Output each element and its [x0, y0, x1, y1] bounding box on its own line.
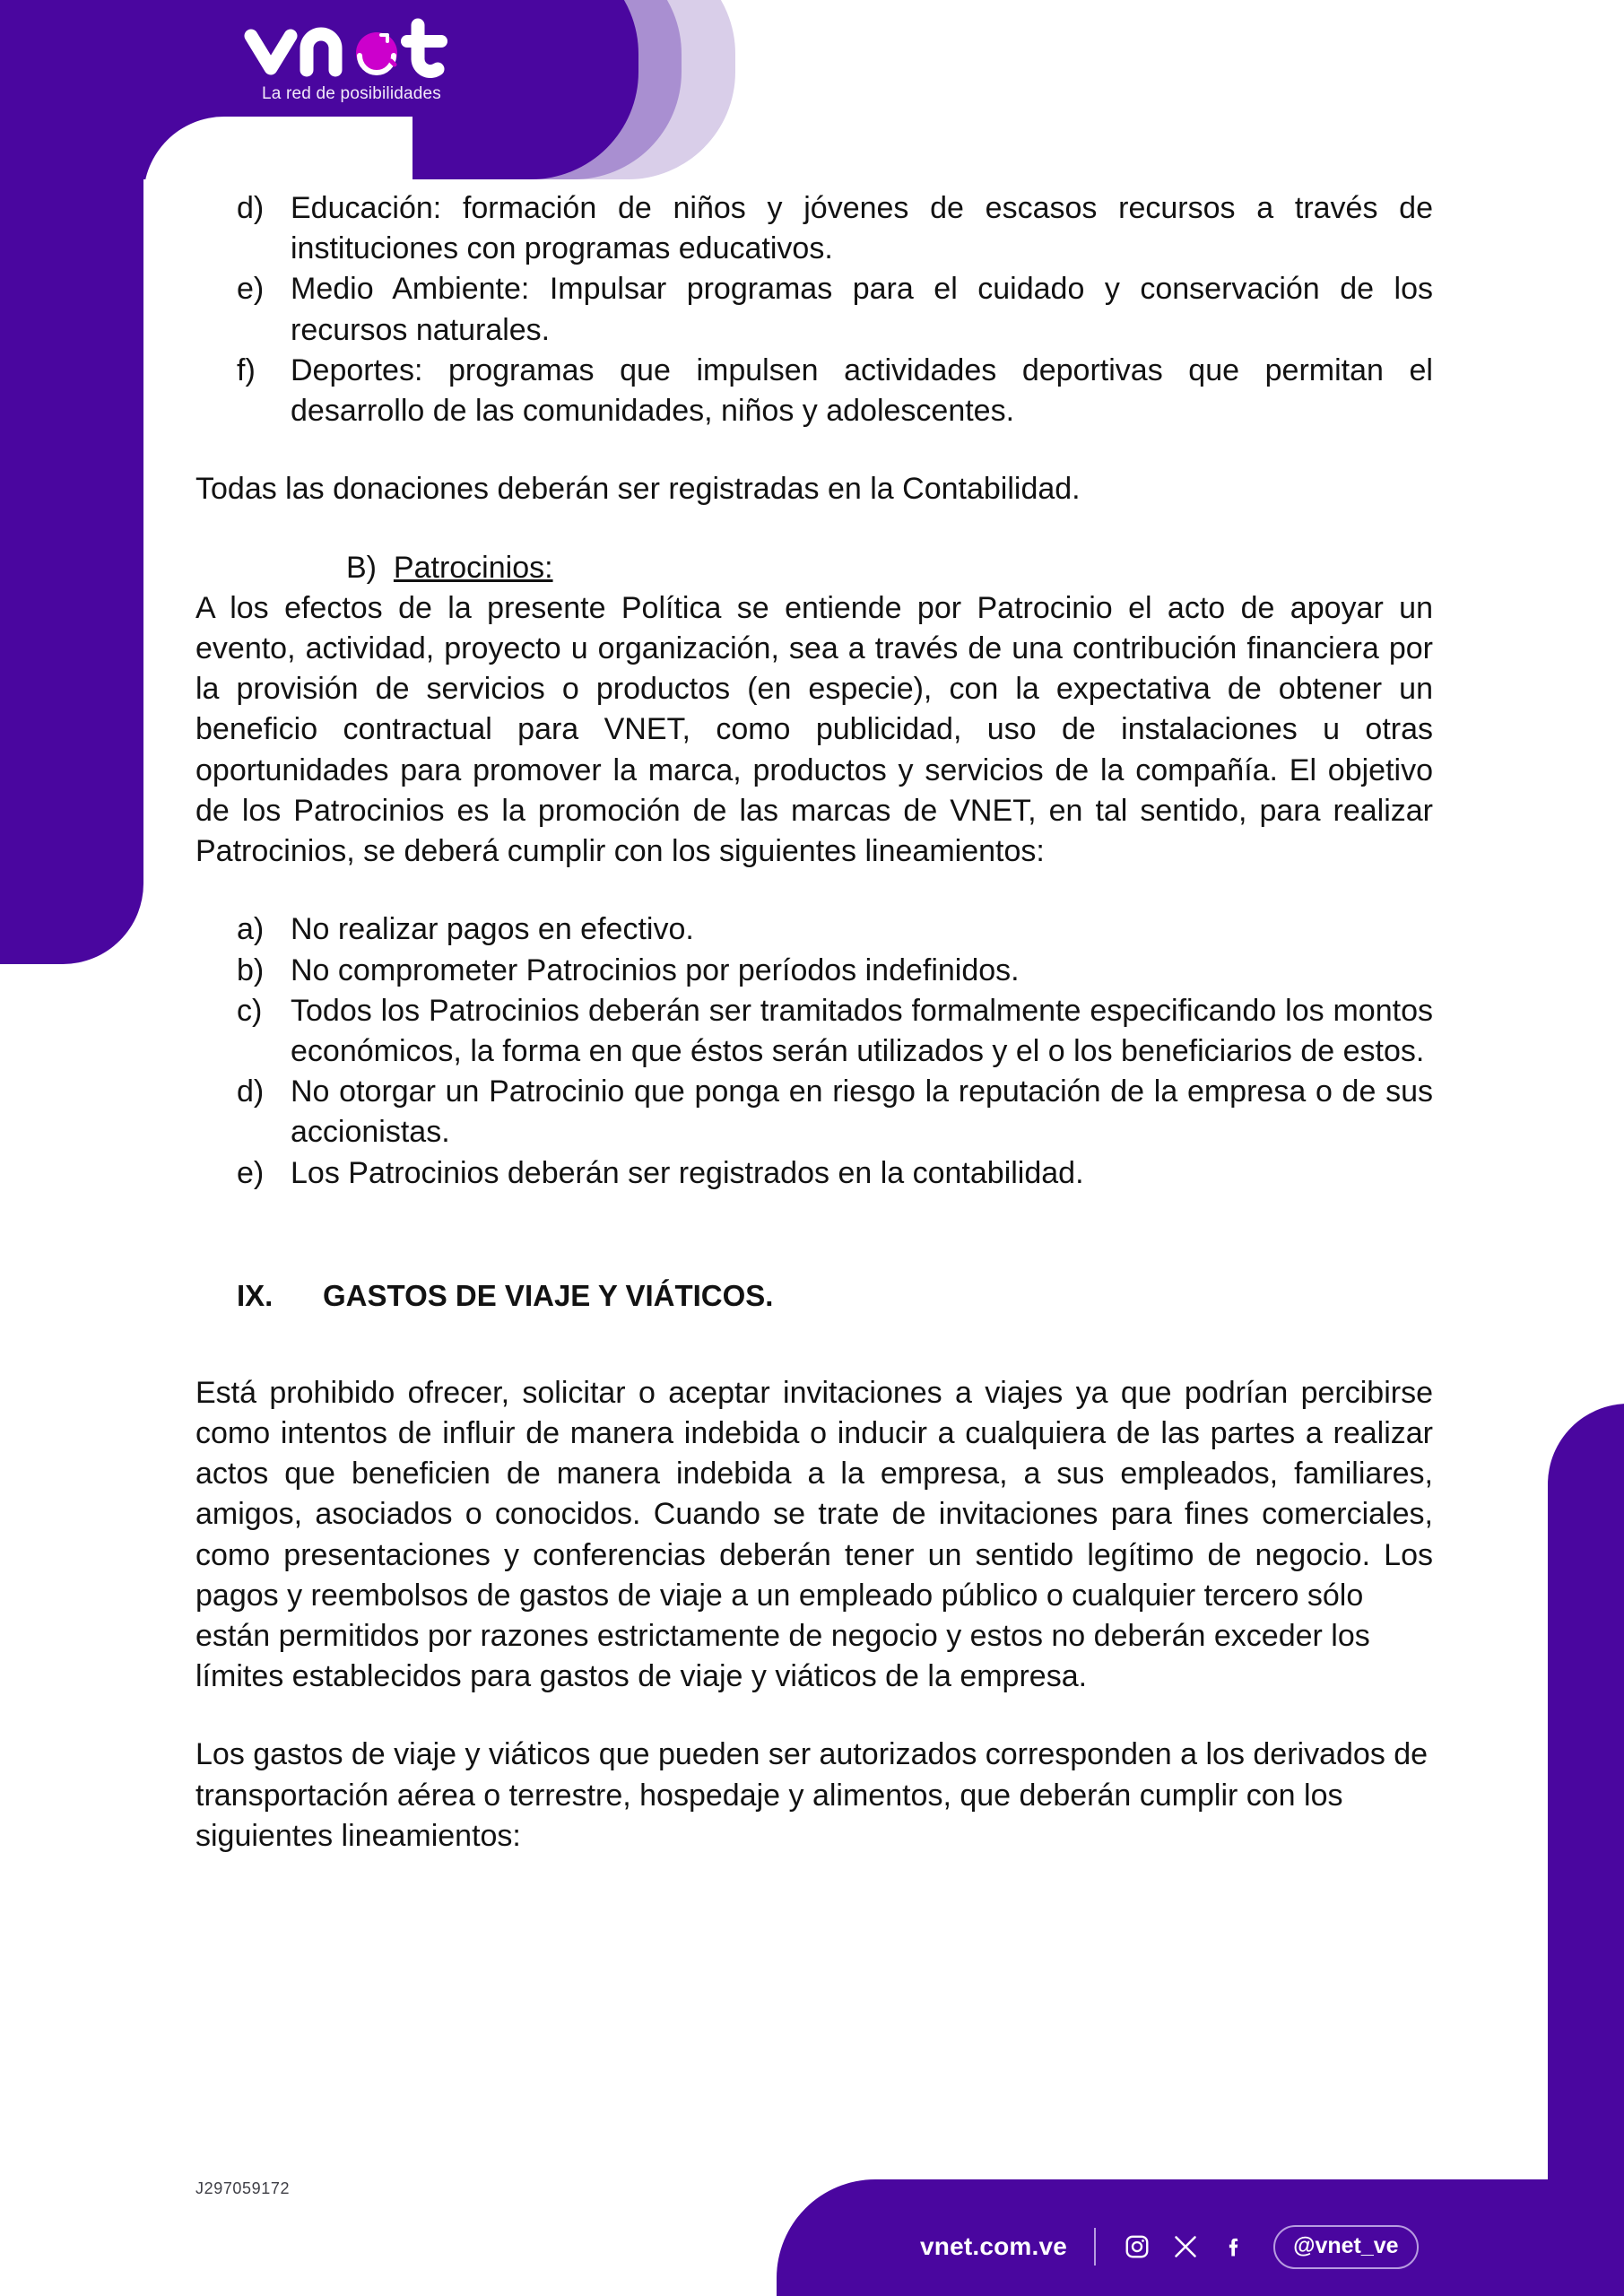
x-twitter-icon[interactable]: [1171, 2232, 1200, 2261]
sponsorship-heading-text: Patrocinios:: [393, 550, 553, 585]
list-marker: d): [237, 191, 265, 225]
list-marker: d): [237, 1074, 265, 1109]
social-handle-pill[interactable]: @vnet_ve: [1273, 2225, 1419, 2269]
logo-tagline: La red de posibilidades: [261, 84, 442, 103]
page-footer: [777, 2179, 1624, 2296]
section-number: IX.: [237, 1278, 274, 1312]
list-text: Los Patrocinios deberán ser registrados en la contabilidad.: [291, 1155, 1084, 1190]
document-body: [195, 188, 1433, 1857]
travel-paragraph-2: están permitidos por razones estrictamente de negocio y estos no deberán exceder los: [195, 1619, 1370, 1653]
list-text: Todos los Patrocinios deberán ser tramitados formalmente especificando los montos económicos, la forma en que éstos serán utilizados y el o los beneficiarios de estos.: [291, 993, 1433, 1068]
sponsorship-heading-marker: B): [346, 550, 377, 585]
travel-paragraph-3: límites establecidos para gastos de viaje y viáticos de la empresa.: [195, 1659, 1088, 1694]
list-marker: a): [237, 912, 265, 947]
list-item: [237, 188, 1433, 269]
list-marker: b): [237, 952, 265, 987]
list-item: [237, 951, 1433, 991]
list-item: [237, 909, 1433, 950]
instagram-icon[interactable]: [1123, 2232, 1151, 2261]
travel-paragraph-1: Está prohibido ofrecer, solicitar o aceptar invitaciones a viajes ya que podrían percibirse como intentos de influir de manera indebida o inducir a cualquiera de las partes a realizar actos que beneficien de manera indebida a la empresa, a sus empleados, familiares, amigos, asociados o conocidos. Cuando se trate de invitaciones para fines comerciales, como presentaciones y conferencias deberán tener un sentido legítimo de negocio. Los pagos y reembolsos de gastos de viaje a un empleado público o cualquier tercero sólo: [195, 1375, 1433, 1613]
list-text: No realizar pagos en efectivo.: [291, 912, 694, 947]
donations-note: Todas las donaciones deberán ser registradas en la Contabilidad.: [195, 472, 1081, 507]
travel-paragraph-4: Los gastos de viaje y viáticos que pueden ser autorizados corresponden a los derivados de transportación aérea o terrestre, hospedaje y alimentos, que deberán cumplir con los siguientes lineamientos:: [195, 1737, 1429, 1853]
footer-divider: [1094, 2228, 1096, 2266]
list-item: [237, 991, 1433, 1072]
sponsorship-list: [195, 909, 1433, 1194]
footer-website-link[interactable]: vnet.com.ve: [920, 2232, 1068, 2260]
sponsorship-intro: A los efectos de la presente Política se entiende por Patrocinio el acto de apoyar un evento, actividad, proyecto u organización, sea a través de una contribución financiera por la provisión de servicios o productos (en especie), con la expectativa de obtener un beneficio contractual para VNET, como publicidad, uso de instalaciones u otras oportunidades para promover la marca, productos y servicios de la compañía. El objetivo de los Patrocinios es la promoción de las marcas de VNET, en tal sentido, para realizar Patrocinios, se deberá cumplir con los siguientes lineamientos:: [195, 590, 1433, 869]
document-id-code: J297059172: [195, 2179, 291, 2197]
section-heading-travel: [195, 1276, 1433, 1316]
list-item: [237, 1153, 1433, 1194]
list-text: Educación: formación de niños y jóvenes de escasos recursos a través de instituciones con programas educativos.: [291, 191, 1433, 266]
list-text: No otorgar un Patrocinio que ponga en riesgo la reputación de la empresa o de sus accionistas.: [291, 1074, 1433, 1150]
list-marker: f): [237, 352, 256, 387]
list-item: [237, 351, 1433, 431]
list-marker: e): [237, 1155, 265, 1190]
brand-logo: [226, 16, 477, 104]
facebook-icon[interactable]: [1220, 2232, 1248, 2261]
list-text: No comprometer Patrocinios por períodos indefinidos.: [291, 952, 1020, 987]
section-title: GASTOS DE VIAJE Y VIÁTICOS.: [323, 1278, 774, 1312]
list-text: Deportes: programas que impulsen actividades deportivas que permitan el desarrollo de las comunidades, niños y adolescentes.: [291, 352, 1433, 429]
vnet-logo-icon: [226, 16, 477, 81]
right-purple-rail: [1548, 1404, 1624, 2193]
sponsorship-heading: [195, 548, 1433, 588]
list-text: Medio Ambiente: Impulsar programas para el cuidado y conservación de los recursos naturales.: [291, 272, 1433, 347]
list-marker: c): [237, 993, 263, 1028]
list-item: [237, 269, 1433, 350]
donations-list: [195, 188, 1433, 431]
list-item: [237, 1072, 1433, 1152]
list-marker: e): [237, 272, 265, 307]
